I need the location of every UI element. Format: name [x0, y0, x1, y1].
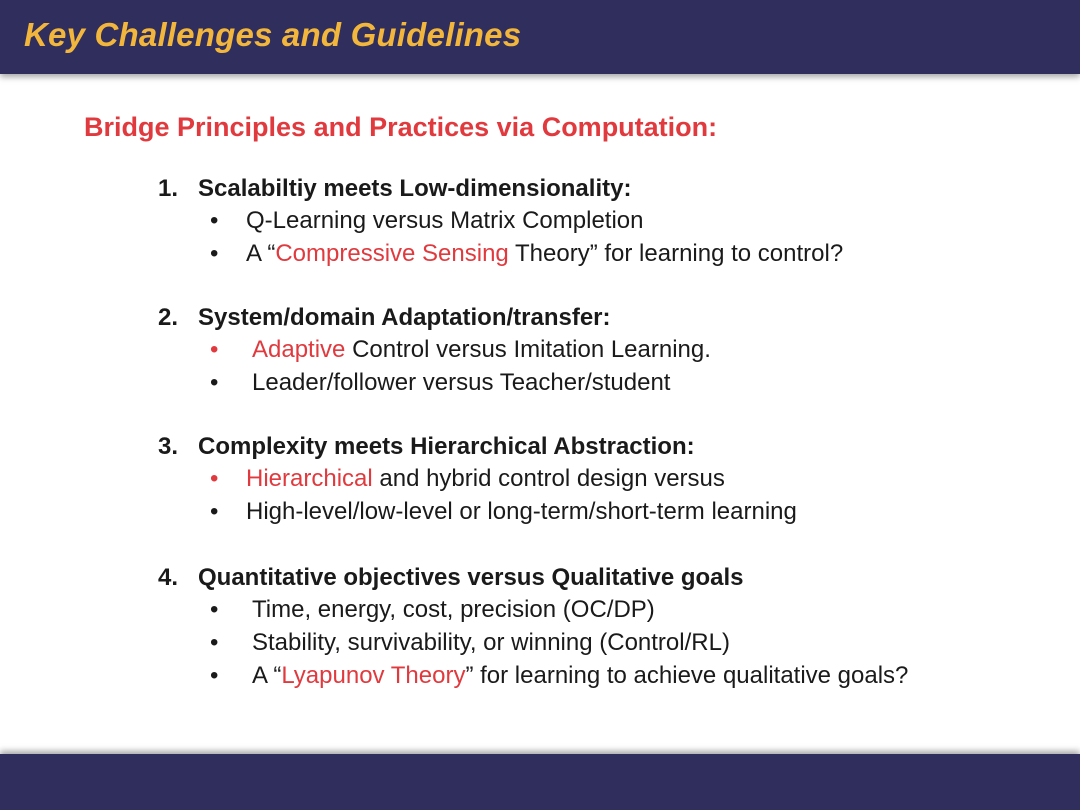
list-item: [158, 237, 1058, 270]
section-heading: [158, 174, 1058, 204]
slide-subtitle: Bridge Principles and Practices via Computation:: [84, 112, 718, 142]
highlight-text: Compressive Sensing: [275, 240, 509, 267]
section-number: 4.: [158, 564, 179, 591]
list-item: [158, 462, 1058, 495]
header-bar: [0, 0, 1080, 74]
bullet-icon: •: [210, 596, 219, 623]
highlight-text: Lyapunov Theory: [281, 662, 466, 689]
bullet-icon: •: [210, 465, 219, 492]
highlight-text: Hierarchical: [246, 465, 373, 492]
bullet-text: Time, energy, cost, precision (OC/DP): [252, 596, 655, 623]
section-2: [158, 303, 1058, 399]
section-number: 2.: [158, 304, 179, 331]
section-heading: [158, 303, 1058, 333]
bullet-text: Hierarchical and hybrid control design versus: [246, 465, 725, 492]
section-4: [158, 563, 1058, 692]
section-heading: [158, 432, 1058, 462]
list-item: [158, 204, 1058, 237]
bullet-icon: •: [210, 629, 219, 656]
highlight-text: Adaptive: [252, 336, 346, 363]
bullet-text: Adaptive Control versus Imitation Learning.: [252, 336, 711, 363]
list-item: [158, 593, 1058, 626]
section-title: Scalabiltiy meets Low-dimensionality:: [198, 175, 632, 202]
footer-bar: [0, 754, 1080, 810]
bullet-icon: •: [210, 207, 219, 234]
slide-title: Key Challenges and Guidelines: [24, 16, 522, 53]
bullet-icon: •: [210, 369, 219, 396]
bullet-text: Leader/follower versus Teacher/student: [252, 369, 671, 396]
bullet-text: A “Compressive Sensing Theory” for learning to control?: [246, 240, 844, 267]
bullet-icon: •: [210, 240, 219, 267]
list-item: [158, 495, 1058, 528]
section-3: [158, 432, 1058, 528]
list-item: [158, 659, 1058, 692]
list-item: [158, 366, 1058, 399]
section-heading: [158, 563, 1058, 593]
bullet-text: A “Lyapunov Theory” for learning to achieve qualitative goals?: [252, 662, 909, 689]
bullet-icon: •: [210, 498, 219, 525]
section-1: [158, 174, 1058, 270]
bullet-text: High-level/low-level or long-term/short-term learning: [246, 498, 797, 525]
bullet-text: Q-Learning versus Matrix Completion: [246, 207, 644, 234]
section-title: Quantitative objectives versus Qualitative goals: [198, 564, 744, 591]
section-title: Complexity meets Hierarchical Abstraction:: [198, 433, 695, 460]
section-number: 3.: [158, 433, 179, 460]
bullet-text: Stability, survivability, or winning (Control/RL): [252, 629, 730, 656]
list-item: [158, 333, 1058, 366]
bullet-icon: •: [210, 662, 219, 689]
list-item: [158, 626, 1058, 659]
bullet-icon: •: [210, 336, 219, 363]
section-number: 1.: [158, 175, 179, 202]
section-title: System/domain Adaptation/transfer:: [198, 304, 611, 331]
